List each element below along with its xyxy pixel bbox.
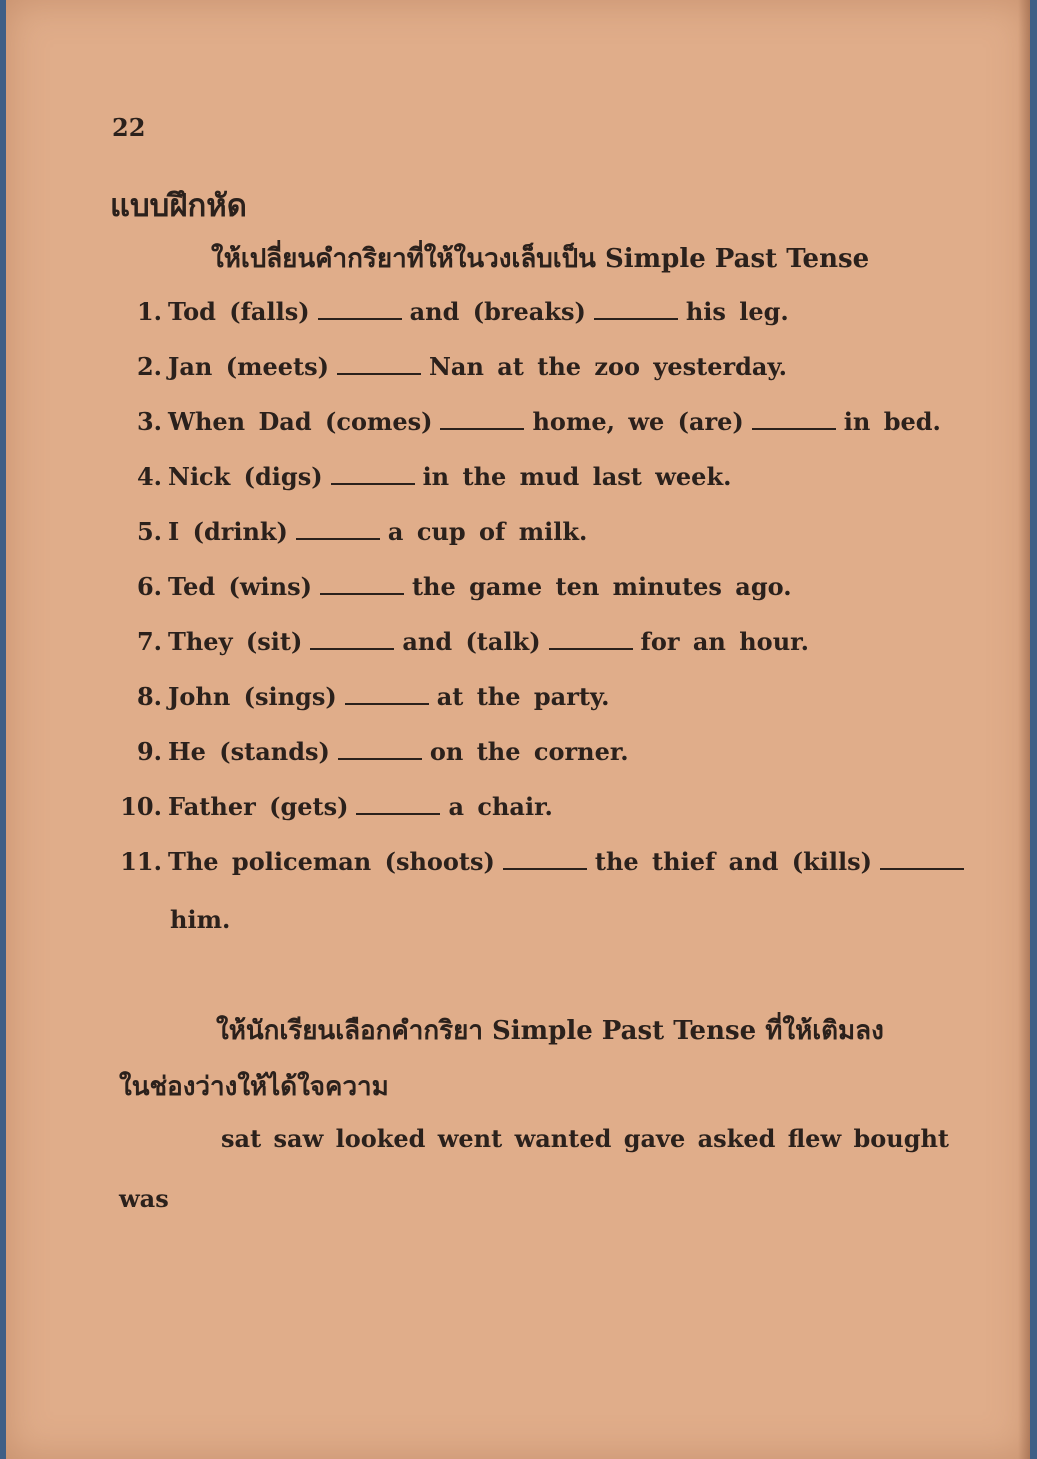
exercise-text: Nick (digs) (168, 462, 323, 491)
exercise-text: John (sings) (168, 682, 337, 711)
exercise-item (114, 352, 787, 381)
answer-blank[interactable] (549, 647, 633, 650)
section1-instruction (211, 238, 869, 279)
exercise-item (114, 572, 792, 601)
exercise-item (114, 462, 731, 491)
exercise-number: 11. (120, 847, 162, 876)
answer-blank[interactable] (880, 867, 964, 870)
section2-instruction-thai-b: ที่ให้เติมลง (765, 1016, 884, 1046)
exercise-text: They (sit) (168, 627, 303, 656)
word-bank-line2: was (119, 1184, 169, 1213)
exercise-number: 7. (136, 627, 162, 656)
exercise-number: 3. (136, 407, 162, 436)
exercise-text: a chair. (448, 792, 553, 821)
exercise-text: Nan at the zoo yesterday. (428, 352, 788, 381)
section2-instruction (216, 1010, 884, 1051)
exercise-text: Tod (falls) (168, 297, 310, 326)
exercise-text: the thief and (kills) (594, 847, 872, 876)
worksheet-page (6, 0, 1030, 1459)
exercise-number: 4. (136, 462, 162, 491)
exercise-text: Father (gets) (168, 792, 349, 821)
answer-blank[interactable] (356, 812, 440, 815)
exercise-text: home, we (are) (532, 407, 744, 436)
section1-instruction-thai: ให้เปลี่ยนคำกริยาที่ให้ในวงเล็บเป็น (211, 244, 596, 274)
exercise-text: Ted (wins) (168, 572, 312, 601)
exercise-item (114, 627, 809, 656)
page-number: 22 (112, 113, 146, 142)
answer-blank[interactable] (318, 317, 402, 320)
answer-blank[interactable] (337, 372, 421, 375)
exercise-text: and (breaks) (409, 297, 586, 326)
exercise-text: He (stands) (168, 737, 330, 766)
item11-continuation: him. (170, 905, 231, 934)
exercise-item (114, 407, 941, 436)
answer-blank[interactable] (320, 592, 404, 595)
answer-blank[interactable] (338, 757, 422, 760)
exercise-number: 6. (136, 572, 162, 601)
exercise-number: 5. (136, 517, 162, 546)
answer-blank[interactable] (345, 702, 429, 705)
exercise-number: 9. (136, 737, 162, 766)
exercise-text: on the corner. (429, 737, 629, 766)
exercise-item (114, 297, 789, 326)
section1-instruction-en: Simple Past Tense (604, 244, 870, 274)
exercise-text: I (drink) (168, 517, 288, 546)
exercise-number: 2. (136, 352, 162, 381)
exercise-number: 10. (120, 792, 162, 821)
exercise-text: in the mud last week. (422, 462, 732, 491)
exercise-text: The policeman (shoots) (168, 847, 495, 876)
exercise-text: the game ten minutes ago. (411, 572, 792, 601)
exercise-text: at the party. (436, 682, 610, 711)
exercise-text: Jan (meets) (168, 352, 329, 381)
answer-blank[interactable] (310, 647, 394, 650)
exercise-text: his leg. (685, 297, 789, 326)
exercise-text: in bed. (843, 407, 941, 436)
answer-blank[interactable] (440, 427, 524, 430)
answer-blank[interactable] (296, 537, 380, 540)
answer-blank[interactable] (594, 317, 678, 320)
exercise-item (114, 737, 629, 766)
answer-blank[interactable] (331, 482, 415, 485)
exercise-item (114, 792, 553, 821)
answer-blank[interactable] (752, 427, 836, 430)
section2-instruction-thai-a: ให้นักเรียนเลือกคำกริยา (216, 1016, 483, 1046)
exercise-number: 1. (136, 297, 162, 326)
exercise-text: When Dad (comes) (168, 407, 433, 436)
exercise-text: for an hour. (640, 627, 809, 656)
exercise-text: a cup of milk. (387, 517, 588, 546)
section2-instruction-en: Simple Past Tense (491, 1016, 757, 1046)
section2-instruction-line2: ในช่องว่างให้ได้ใจความ (119, 1072, 389, 1102)
page-edge-shadow (1018, 0, 1030, 1459)
exercise-item (114, 682, 609, 711)
exercise-number: 8. (136, 682, 162, 711)
exercise-item (114, 847, 972, 876)
exercise-heading: แบบฝึกหัด (110, 188, 247, 224)
answer-blank[interactable] (503, 867, 587, 870)
exercise-text: and (talk) (402, 627, 541, 656)
exercise-item (114, 517, 587, 546)
word-bank-line1: sat saw looked went wanted gave asked flew bought (221, 1124, 950, 1153)
